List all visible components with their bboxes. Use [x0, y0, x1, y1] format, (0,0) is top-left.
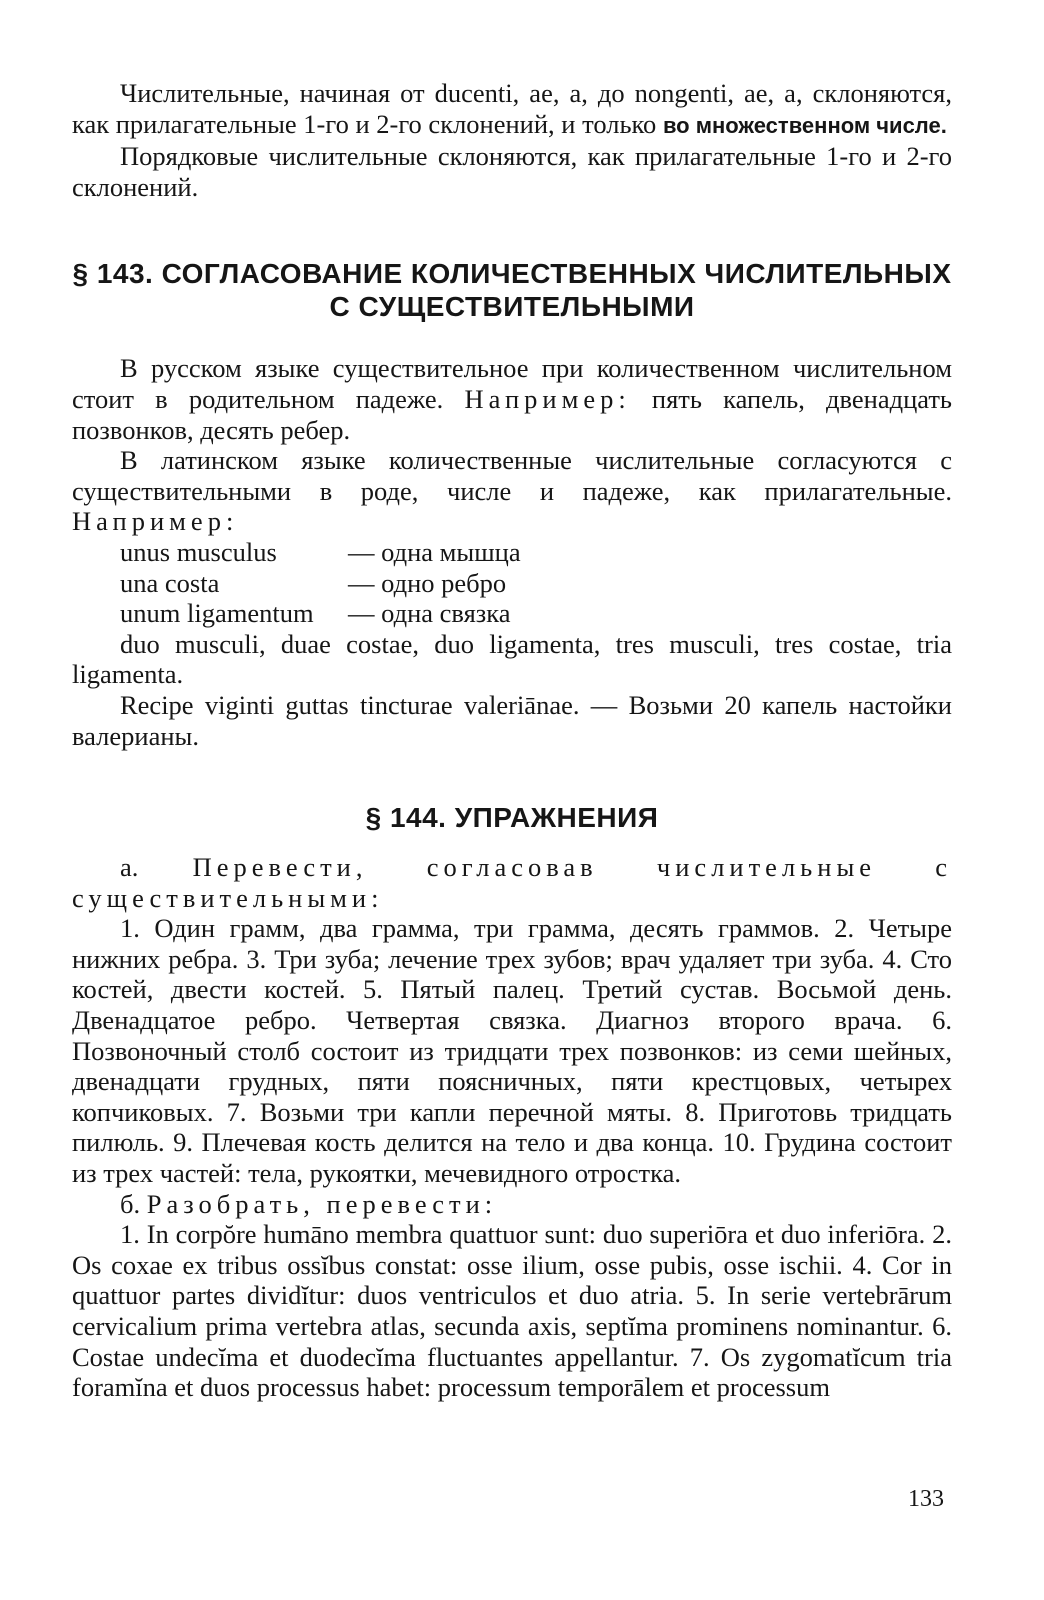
example-latin: una costa — [120, 567, 220, 598]
text-span: В латинском языке количественные числительные согласуются с существительными в роде, числе и падеже, как прилагательные. — [72, 445, 952, 506]
exercise-b-label: б. — [120, 1188, 147, 1219]
exercise-b-text: 1. In corpŏre humāno membra quattuor sunt: duo superiōra et duo inferiōra. 2. Os coxae ex tribus ossĭbus constat: osse ilium, osse pubis, osse ischii. 4. Cor in quattuor partes dividĭtur: duos ventriculos et duo atria. 5. In serie vertebrārum cervicalium prima vertebra atlas, secunda axis, septĭma prominens nominantur. 6. Costae undecĭma et duodecĭma fluctuantes appellantur. 7. Os zygomatĭcum tria foramĭna et duos processus habet: processum temporālem et processum — [72, 1219, 952, 1403]
exercise-a-text: 1. Один грамм, два грамма, три грамма, десять граммов. 2. Четыре нижних ребра. 3. Три зуба; лечение трех зубов; врач удаляет три зуба. 4. Сто костей, двести костей. 5. Пятый палец. Третий сустав. Восьмой день. Двенадцатое ребро. Четвертая связка. Диагноз второго врача. 6. Позвоночный столб состоит из тридцати трех позвонков: из семи шейных, двенадцати грудных, пяти поясничных, пяти крестцовых, четырех копчиковых. 7. Возьми три капли перечной мяты. 8. Приготовь тридцать пилюль. 9. Плечевая кость делится на тело и два конца. 10. Грудина состоит из трех частей: тела, рукоятки, мечевидного отростка. — [72, 913, 952, 1189]
section-143-paragraph-2 — [72, 445, 952, 537]
exercise-b-title-text: Разобрать, перевести: — [146, 1188, 498, 1219]
section-143-paragraph-3: duo musculi, duae costae, duo ligamenta, tres musculi, tres costae, tria ligamenta. — [72, 628, 952, 690]
intro-bold-text: во множественном числе. — [662, 112, 947, 138]
intro-paragraph-1 — [72, 78, 952, 141]
example-row — [120, 568, 521, 599]
intro-text: Числительные, начиная от ducenti, ae, a, до nongenti, ae, a, склоняются, как прилагательные 1-го и 2-го склонений, и только — [72, 78, 952, 139]
exercise-a-title — [72, 852, 952, 913]
exercise-a-title-text: Перевести, согласовав числительные с существительными: — [72, 852, 953, 913]
example-russian: — одна мышца — [348, 536, 521, 567]
text-span: В русском языке существительное при количественном числительном стоит в родительном падеже. — [72, 353, 952, 414]
page-number: 133 — [908, 1486, 944, 1512]
example-row — [120, 537, 521, 568]
example-latin: unus musculus — [120, 536, 277, 567]
section-144-heading: § 144. УПРАЖНЕНИЯ — [365, 802, 659, 834]
book-page — [72, 78, 952, 1403]
intro-paragraph-2: Порядковые числительные склоняются, как прилагательные 1-го и 2-го склонений. — [72, 141, 952, 202]
section-143-paragraph-1 — [72, 353, 952, 445]
example-russian: — одно ребро — [348, 567, 507, 598]
section-143-heading-line1: § 143. СОГЛАСОВАНИЕ КОЛИЧЕСТВЕННЫХ ЧИСЛИТЕЛЬНЫХ — [72, 258, 952, 290]
section-143-heading-line2: С СУЩЕСТВИТЕЛЬНЫМИ — [329, 291, 695, 323]
example-russian: — одна связка — [348, 598, 511, 629]
spaced-word: Например: — [72, 506, 239, 537]
exercise-a-label: а. — [120, 852, 193, 883]
text-span: пять капель, двенадцать позвонков, десять ребер. — [72, 383, 952, 445]
section-143-paragraph-4: Recipe viginti guttas tincturae valeriānae. — Возьми 20 капель настойки валерианы. — [72, 689, 952, 751]
spaced-word: Например: — [464, 383, 631, 414]
examples-table — [120, 537, 521, 629]
exercise-b-title — [72, 1189, 952, 1220]
section-143-heading — [72, 257, 952, 323]
example-latin: unum ligamentum — [120, 598, 314, 629]
example-row — [120, 598, 521, 629]
